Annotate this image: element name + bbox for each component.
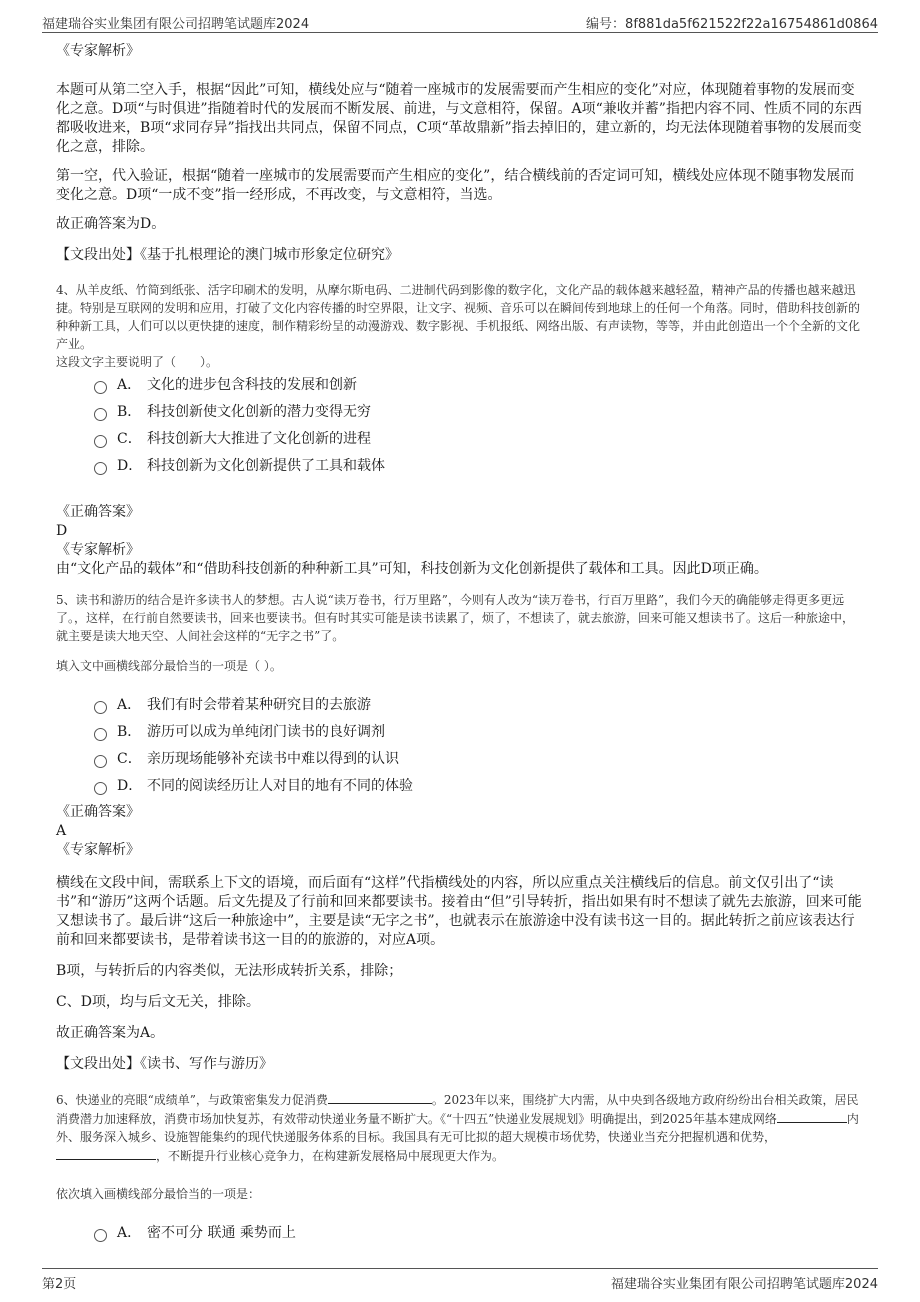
q5-stem: 5、读书和游历的结合是许多读书人的梦想。古人说“读万卷书，行万里路”，今则有人改为“读万卷书，行百万里路”，我们今天的确能够走得更多更远了。，这样，在行前自然要读书，回来也要读书。但有时其实可能是读书读累了，烦了，不想读了，就去旅游，回来可能又想读书了。这后一种旅途中，就主要是读大地天空、人间社会这样的“无字之书”了。 [56,593,855,643]
radio-icon[interactable] [94,462,107,475]
option-letter: D． [117,777,143,794]
q3-source [56,246,862,265]
q5-source [56,1055,862,1074]
option-text: 游历可以成为单纯闭门读书的良好调剂 [147,723,385,740]
option-text: 文化的进步包含科技的发展和创新 [147,376,357,393]
q5-source-text: 《读书、写作与游历》 [140,1056,273,1072]
q5-answer-label: 《正确答案》 [56,804,140,820]
q5-option-b[interactable] [94,718,862,745]
option-letter: C． [117,430,142,447]
q4-option-c[interactable] [94,425,862,452]
q3-analysis-1: 本题可从第二空入手，根据“因此”可知，横线处应与“随着一座城市的发展需要而产生相应的变化”对应，体现随着事物的发展而变化之意。D项“与时俱进”指随着时代的发展而不断发展、前进，与文意相符，保留。A项“兼收并蓄”指把内容不同、性质不同的东西都吸收进来，B项“求同存异”指找出共同点，保留不同点，C项“革故鼎新”指去掉旧的，建立新的，均无法体现随着事物的发展而变化之意，排除。 [56,82,862,155]
q6-stem-part-4: ，不断提升行业核心竞争力，在构建新发展格局中展现更大作为。 [156,1149,505,1163]
header-code-label: 编号： [586,17,626,32]
q4-question: 这段文字主要说明了（ ）。 [56,355,219,369]
option-text: 科技创新为文化创新提供了工具和载体 [147,457,385,474]
footer-page-number: 第2页 [42,1277,77,1292]
q6-question: 依次填入画横线部分最恰当的一项是： [56,1187,261,1201]
q6-stem-part-3: 内外、服务深入城乡、设施智能集约的现代快递服务体系的目标。我国具有无可比拟的超大规模市场优势，快递业当充分把握机遇和优势， [56,1112,859,1144]
page-header [42,10,878,33]
option-letter: D． [117,457,143,474]
q6-stem-part-2: 。2023年以来，围绕扩大内需，从中央到各级地方政府纷纷出台相关政策，居民消费潜力加速释放，消费市场加快复苏，有效带动快递业务量不断扩大。《“十四五”快递业发展规划》明确提出，到2025年基本建成网络 [56,1093,859,1126]
option-text: 不同的阅读经历让人对目的地有不同的体验 [147,777,413,794]
q5-expert-label: 《专家解析》 [56,842,140,858]
radio-icon[interactable] [94,435,107,448]
q3-source-label: 【文段出处】 [56,247,140,263]
q5-option-a[interactable] [94,691,862,718]
radio-icon[interactable] [94,408,107,421]
radio-icon[interactable] [94,1229,107,1242]
page-footer [42,1268,878,1291]
q6-stem-part-1: 6、快递业的亮眼“成绩单”，与政策密集发力促消费 [56,1093,328,1107]
radio-icon[interactable] [94,381,107,394]
q4-option-b[interactable] [94,398,862,425]
radio-icon[interactable] [94,728,107,741]
q5-option-d[interactable] [94,772,862,799]
q3-analysis-2: 第一空，代入验证，根据“随着一座城市的发展需要而产生相应的变化”，结合横线前的否定词可知，横线处应体现不随事物发展而变化之意。D项“一成不变”指一经形成，不再改变，与文意相符，当选。 [56,168,855,203]
q5-analysis-2: B项，与转折后的内容类似，无法形成转折关系，排除； [56,963,403,979]
option-letter: A． [117,1224,142,1241]
q5-question: 填入文中画横线部分最恰当的一项是（ ）。 [56,659,282,673]
q4-option-a[interactable] [94,371,862,398]
q5-option-c[interactable] [94,745,862,772]
q5-answer: A [56,823,67,839]
q5-analysis-1: 横线在文段中间，需联系上下文的语境，而后面有“这样”代指横线处的内容，所以应重点关注横线后的信息。前文仅引出了“读书”和“游历”这两个话题。后文先提及了行前和回来都要读书。接着由“但”引导转折，指出如果有时不想读了就先去旅游，回来可能又想读书了。最后讲“这后一种旅途中”，主要是读“无字之书”，也就表示在旅游途中没有读书这一目的。据此转折之前应该表达行前和回来都要读书，是带着读书这一目的的旅游的，对应A项。 [56,875,862,948]
q3-source-text: 《基于扎根理论的澳门城市形象定位研究》 [140,247,399,263]
option-text: 密不可分 联通 乘势而上 [147,1224,296,1241]
radio-icon[interactable] [94,782,107,795]
q4-expert-label: 《专家解析》 [56,542,140,558]
header-code [586,13,878,32]
option-text: 科技创新使文化创新的潜力变得无穷 [147,403,371,420]
q5-source-label: 【文段出处】 [56,1056,140,1072]
q6-option-a[interactable] [94,1219,862,1246]
footer-title: 福建瑞谷实业集团有限公司招聘笔试题库2024 [610,1277,878,1292]
option-letter: A． [117,376,142,393]
q3-expert-label: 《专家解析》 [56,43,140,59]
q4-answer-label: 《正确答案》 [56,504,140,520]
q6-blank-2 [777,1109,847,1123]
q4-option-d[interactable] [94,452,862,479]
option-letter: B． [117,723,142,740]
q5-analysis-3: C、D项，均与后文无关，排除。 [56,994,260,1010]
q4-stem: 4、从羊皮纸、竹简到纸张、活字印刷术的发明，从摩尔斯电码、二进制代码到影像的数字化，文化产品的载体越来越轻盈，精神产品的传播也越来越迅捷。特别是互联网的发明和应用，打破了文化内容传播的时空界限，让文字、视频、音乐可以在瞬间传到地球上的任何一个角落。同时，借助科技创新的种种新工具，人们可以以更快捷的速度，制作精彩纷呈的动漫游戏、数字影视、手机报纸、网络出版、有声读物，等等，并由此创造出一个个全新的文化产业。 [56,283,861,351]
header-title: 福建瑞谷实业集团有限公司招聘笔试题库2024 [42,17,310,32]
q5-conclusion: 故正确答案为A。 [56,1025,165,1041]
q6-blank-3 [56,1146,156,1160]
q6-stem [56,1090,862,1165]
q4-answer: D [56,523,68,539]
option-letter: C． [117,750,142,767]
q5-options [94,691,862,799]
q3-conclusion: 故正确答案为D。 [56,216,166,232]
q4-analysis: 由“文化产品的载体”和“借助科技创新的种种新工具”可知，科技创新为文化创新提供了载体和工具。因此D项正确。 [56,561,768,577]
q6-options [94,1219,862,1246]
q6-blank-1 [328,1090,432,1104]
option-text: 我们有时会带着某种研究目的去旅游 [147,696,371,713]
q4-options [94,371,862,479]
radio-icon[interactable] [94,701,107,714]
option-text: 科技创新大大推进了文化创新的进程 [147,430,371,447]
option-letter: B． [117,403,142,420]
header-code-value: 8f881da5f621522f22a16754861d0864 [625,17,878,32]
option-text: 亲历现场能够补充读书中难以得到的认识 [147,750,399,767]
option-letter: A． [117,696,142,713]
radio-icon[interactable] [94,755,107,768]
page-content [56,42,862,1246]
